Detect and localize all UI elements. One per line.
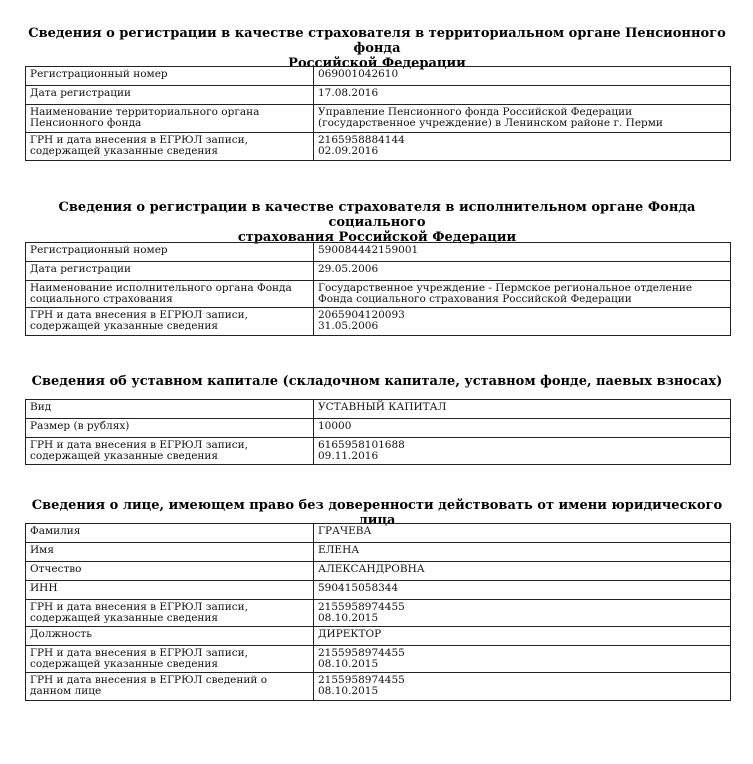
section-title-social-insurance — [22, 200, 732, 245]
authorized-person-table — [25, 523, 731, 701]
table-row — [26, 243, 731, 262]
title-line: Сведения о лице, имеющем право без доверенности действовать от имени юридического лица — [31, 498, 723, 528]
row-value: 590084442159001 — [314, 243, 731, 262]
row-value: АЛЕКСАНДРОВНА — [314, 562, 731, 581]
table-row — [26, 262, 731, 281]
table-row — [26, 581, 731, 600]
social-insurance-table — [25, 242, 731, 336]
row-value: 6165958101688 09.11.2016 — [314, 438, 731, 465]
section-title-pension-fund — [22, 26, 732, 71]
row-label: ГРН и дата внесения в ЕГРЮЛ сведений о данном лице — [26, 673, 314, 701]
row-value: Управление Пенсионного фонда Российской Федерации (государственное учреждение) в Ленинском районе г. Перми — [314, 105, 731, 133]
pension-fund-table — [25, 66, 731, 161]
title-line: Сведения об уставном капитале (складочном капитале, уставном фонде, паевых взносах) — [31, 374, 723, 389]
row-value: 17.08.2016 — [314, 86, 731, 105]
row-value: Государственное учреждение - Пермское региональное отделение Фонда социального страхования Российской Федерации — [314, 281, 731, 308]
capital-table — [25, 399, 731, 465]
title-line: Сведения о регистрации в качестве страхователя в территориальном органе Пенсионного фонда — [28, 26, 726, 56]
row-label: Регистрационный номер — [26, 243, 314, 262]
row-value: 2155958974455 08.10.2015 — [314, 600, 731, 627]
row-label: ГРН и дата внесения в ЕГРЮЛ записи, содержащей указанные сведения — [26, 133, 314, 161]
title-line: Российской Федерации — [288, 56, 466, 71]
row-label: ГРН и дата внесения в ЕГРЮЛ записи, содержащей указанные сведения — [26, 438, 314, 465]
table-row — [26, 281, 731, 308]
row-value: 590415058344 — [314, 581, 731, 600]
table-row — [26, 524, 731, 543]
row-label: Регистрационный номер — [26, 67, 314, 86]
row-label: Наименование территориального органа Пенсионного фонда — [26, 105, 314, 133]
table-row — [26, 105, 731, 133]
row-value: 29.05.2006 — [314, 262, 731, 281]
table-row — [26, 419, 731, 438]
table-row — [26, 133, 731, 161]
row-value: 2155958974455 08.10.2015 — [314, 673, 731, 701]
table-row — [26, 308, 731, 336]
row-label: ГРН и дата внесения в ЕГРЮЛ записи, содержащей указанные сведения — [26, 600, 314, 627]
row-label: Размер (в рублях) — [26, 419, 314, 438]
row-value: 10000 — [314, 419, 731, 438]
row-label: Отчество — [26, 562, 314, 581]
row-value: ГРАЧЕВА — [314, 524, 731, 543]
table-row — [26, 86, 731, 105]
table-row — [26, 438, 731, 465]
title-line: страхования Российской Федерации — [237, 230, 517, 245]
table-row — [26, 562, 731, 581]
row-label: Имя — [26, 543, 314, 562]
row-value: ЕЛЕНА — [314, 543, 731, 562]
row-label: Должность — [26, 627, 314, 646]
table-row — [26, 673, 731, 701]
table-row — [26, 67, 731, 86]
row-label: Дата регистрации — [26, 86, 314, 105]
table-row — [26, 646, 731, 673]
row-value: 2155958974455 08.10.2015 — [314, 646, 731, 673]
section-title-capital — [22, 374, 732, 389]
row-label: ИНН — [26, 581, 314, 600]
row-value: 2165958884144 02.09.2016 — [314, 133, 731, 161]
table-row — [26, 543, 731, 562]
row-value: УСТАВНЫЙ КАПИТАЛ — [314, 400, 731, 419]
row-value: ДИРЕКТОР — [314, 627, 731, 646]
table-row — [26, 627, 731, 646]
row-value: 069001042610 — [314, 67, 731, 86]
row-label: Фамилия — [26, 524, 314, 543]
row-label: Дата регистрации — [26, 262, 314, 281]
row-label: Вид — [26, 400, 314, 419]
row-value: 2065904120093 31.05.2006 — [314, 308, 731, 336]
row-label: ГРН и дата внесения в ЕГРЮЛ записи, содержащей указанные сведения — [26, 646, 314, 673]
title-line: Сведения о регистрации в качестве страхователя в исполнительном органе Фонда социального — [58, 200, 696, 230]
table-row — [26, 400, 731, 419]
table-row — [26, 600, 731, 627]
row-label: ГРН и дата внесения в ЕГРЮЛ записи, содержащей указанные сведения — [26, 308, 314, 336]
row-label: Наименование исполнительного органа Фонда социального страхования — [26, 281, 314, 308]
